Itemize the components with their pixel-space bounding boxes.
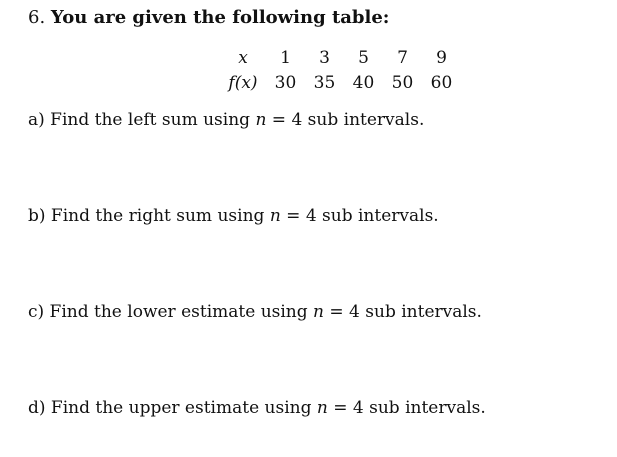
question-c <box>28 300 482 324</box>
fx-value: 40 <box>352 73 375 93</box>
question-d-prefix: d) Find the upper estimate using <box>28 398 317 418</box>
problem-heading <box>28 6 389 30</box>
x-label: x <box>238 48 248 68</box>
question-d-variable: n <box>316 398 328 418</box>
x-value: 9 <box>436 48 447 68</box>
question-c-prefix: c) Find the lower estimate using <box>28 302 314 322</box>
problem-number: 6. <box>28 7 46 28</box>
fx-value: 60 <box>430 73 453 93</box>
question-c-suffix: = 4 sub intervals. <box>324 302 482 322</box>
question-b-prefix: b) Find the right sum using <box>28 206 270 226</box>
question-d-suffix: = 4 sub intervals. <box>327 398 486 418</box>
x-value: 5 <box>358 48 369 68</box>
fx-row <box>220 70 461 96</box>
question-d <box>28 396 486 420</box>
question-b-suffix: = 4 sub intervals. <box>280 206 439 226</box>
x-row <box>220 46 461 70</box>
question-a-variable: n <box>255 110 267 130</box>
fx-label: f(x) <box>228 73 258 93</box>
question-a-prefix: a) Find the left sum using <box>28 110 256 130</box>
question-b-variable: n <box>269 206 281 226</box>
question-a <box>28 108 424 132</box>
problem-title: You are given the following table: <box>50 7 390 28</box>
fx-value: 50 <box>391 73 414 93</box>
question-c-variable: n <box>313 302 324 322</box>
fx-value: 35 <box>313 73 336 93</box>
question-a-suffix: = 4 sub intervals. <box>266 110 425 130</box>
fx-value: 30 <box>274 73 297 93</box>
values-table <box>220 46 461 96</box>
x-value: 7 <box>397 48 408 68</box>
x-value: 1 <box>280 48 291 68</box>
x-value: 3 <box>319 48 330 68</box>
question-b <box>28 204 439 228</box>
